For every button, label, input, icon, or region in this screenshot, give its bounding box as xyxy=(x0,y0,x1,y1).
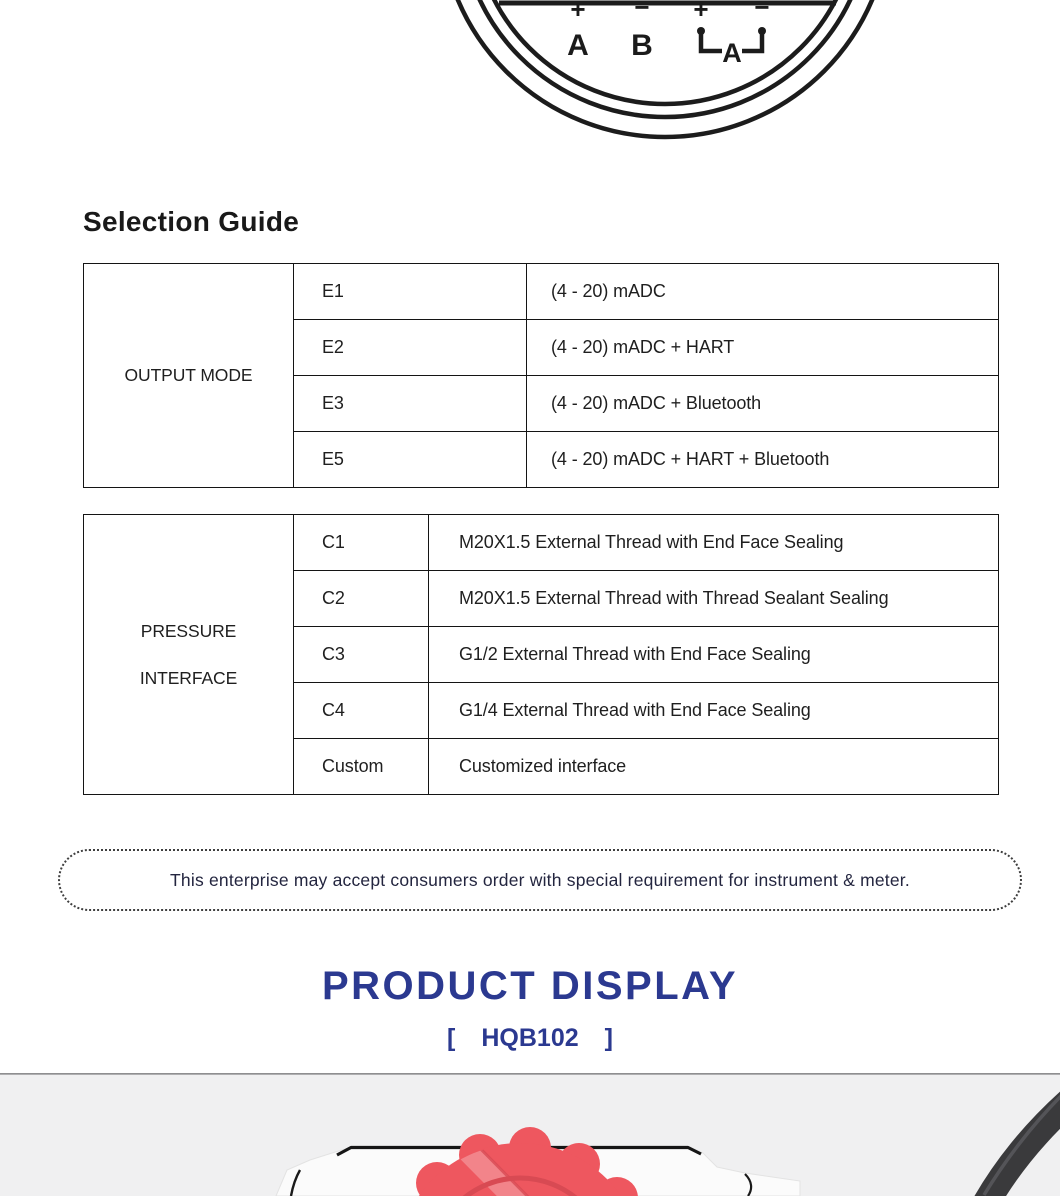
category-line: PRESSURE xyxy=(140,620,237,641)
output-mode-table xyxy=(83,263,999,488)
terminal-3-polarity: + xyxy=(693,0,709,24)
terminal-wiring-diagram xyxy=(0,0,1060,172)
selection-guide-title: Selection Guide xyxy=(83,206,300,237)
terminal-2-label: B xyxy=(631,29,653,62)
option-description: M20X1.5 External Thread with Thread Sealant Sealing xyxy=(429,571,999,627)
notice-text: This enterprise may accept consumers order with special requirement for instrument & meter. xyxy=(170,869,910,890)
option-code: E3 xyxy=(294,376,527,432)
terminal-1-label: A xyxy=(567,29,589,62)
option-description: (4 - 20) mADC + Bluetooth xyxy=(527,376,999,432)
table-row xyxy=(84,515,999,571)
output-mode-category: OUTPUT MODE xyxy=(84,264,294,488)
option-description: (4 - 20) mADC + HART xyxy=(527,320,999,376)
bracket-close: ] xyxy=(604,1024,613,1052)
product-model-line xyxy=(0,1024,1060,1053)
photo-top-border xyxy=(0,1073,1060,1075)
gauge-case-arcs xyxy=(440,0,890,137)
option-description: G1/4 External Thread with End Face Sealing xyxy=(429,683,999,739)
option-description: M20X1.5 External Thread with End Face Sealing xyxy=(429,515,999,571)
model-code: HQB102 xyxy=(481,1024,579,1052)
terminal-1-polarity: + xyxy=(570,0,586,24)
notice-banner xyxy=(58,849,1022,911)
terminal-4-polarity: − xyxy=(754,0,770,22)
option-code: C1 xyxy=(294,515,429,571)
table-row xyxy=(84,264,999,320)
bracket-open: [ xyxy=(447,1024,456,1052)
terminal-2-polarity: − xyxy=(634,0,650,22)
ammeter-label: A xyxy=(722,38,742,68)
pressure-interface-table xyxy=(83,514,999,795)
option-code: E1 xyxy=(294,264,527,320)
option-code: Custom xyxy=(294,739,429,795)
option-description: Customized interface xyxy=(429,739,999,795)
option-code: C2 xyxy=(294,571,429,627)
option-description: (4 - 20) mADC + HART + Bluetooth xyxy=(527,432,999,488)
product-display-title: PRODUCT DISPLAY xyxy=(321,964,739,1008)
product-photo xyxy=(0,1073,1060,1196)
ammeter-symbol xyxy=(697,27,766,68)
category-line: INTERFACE xyxy=(139,667,238,688)
option-description: G1/2 External Thread with End Face Sealing xyxy=(429,627,999,683)
option-description: (4 - 20) mADC xyxy=(527,264,999,320)
option-code: E2 xyxy=(294,320,527,376)
pressure-interface-category xyxy=(84,515,294,795)
option-code: C3 xyxy=(294,627,429,683)
option-code: C4 xyxy=(294,683,429,739)
option-code: E5 xyxy=(294,432,527,488)
